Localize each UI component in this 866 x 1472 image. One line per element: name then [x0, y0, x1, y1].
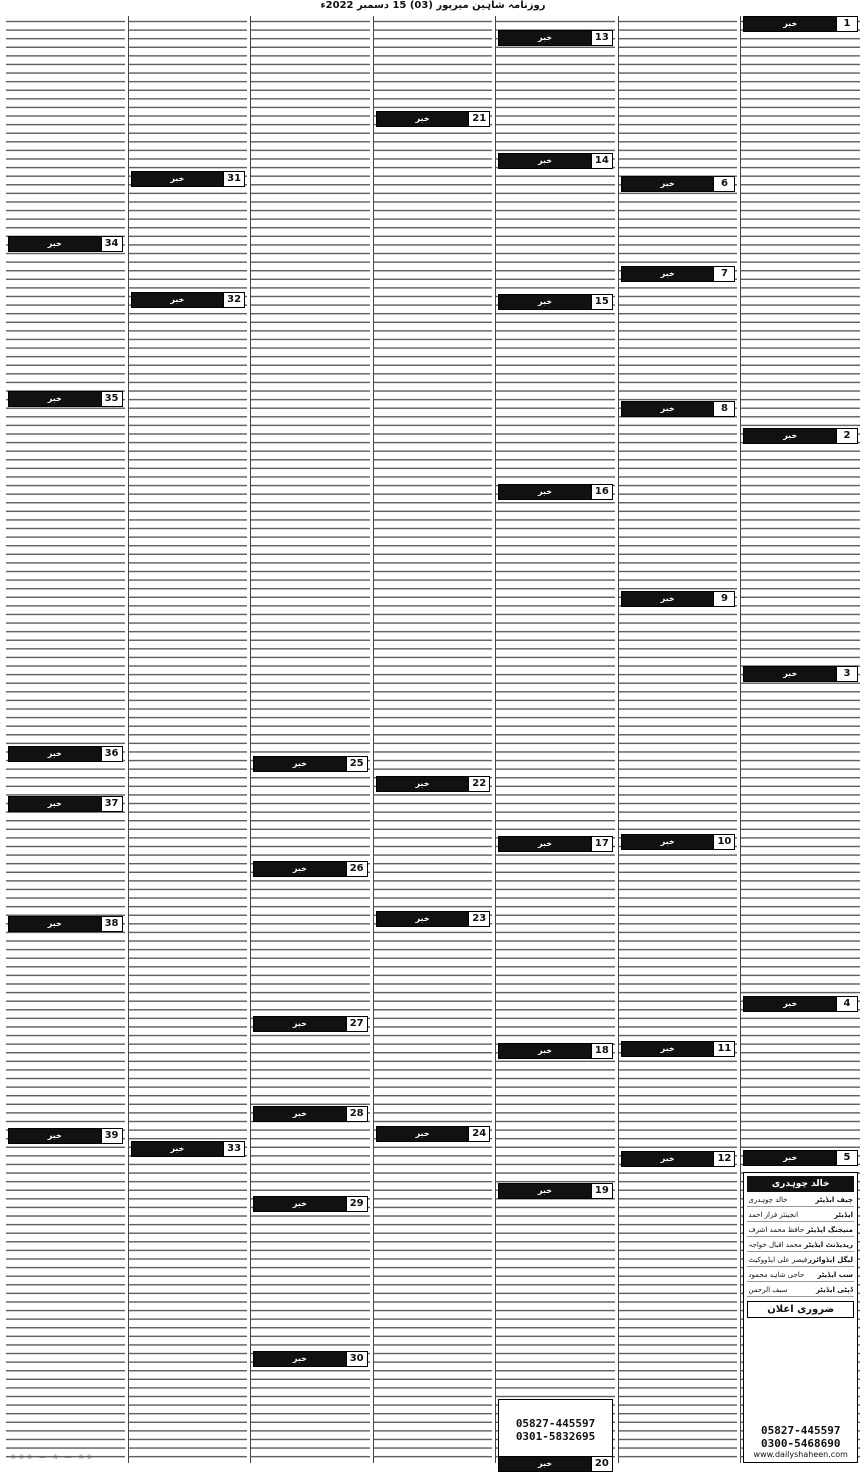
news-item-number: 22: [468, 777, 489, 791]
news-item-header: [253, 756, 368, 772]
news-item-number: 10: [713, 835, 734, 849]
news-item-header: [8, 916, 123, 932]
news-item-label: خبر: [622, 177, 714, 191]
news-item-header: [743, 996, 858, 1012]
news-item-label: خبر: [254, 757, 346, 771]
column-6: [128, 16, 248, 1463]
staff-row: [747, 1224, 854, 1237]
news-item-header: [498, 484, 613, 500]
column-5: [250, 16, 370, 1463]
news-item-number: 13: [591, 31, 612, 45]
news-item-number: 37: [101, 797, 122, 811]
news-item-label: خبر: [377, 912, 469, 926]
news-item-label: خبر: [499, 154, 591, 168]
column-3: [495, 16, 615, 1469]
news-item-label: خبر: [499, 1044, 591, 1058]
news-item-label: خبر: [622, 835, 714, 849]
news-item-number: 14: [591, 154, 612, 168]
news-item-header: [8, 236, 123, 252]
news-item-number: 29: [346, 1197, 367, 1211]
news-item-number: 7: [713, 267, 734, 281]
news-item-number: 19: [591, 1184, 612, 1198]
news-item-number: 24: [468, 1127, 489, 1141]
staff-name: قیصر علی ایڈووکیٹ: [748, 1256, 808, 1264]
news-item-label: خبر: [622, 402, 714, 416]
news-item-label: خبر: [622, 1042, 714, 1056]
news-item-header: [621, 591, 736, 607]
column-1: [740, 16, 860, 1463]
news-item-label: خبر: [744, 997, 836, 1011]
news-item-number: 26: [346, 862, 367, 876]
news-item-header: [253, 861, 368, 877]
news-item-number: 11: [713, 1042, 734, 1056]
news-item-label: خبر: [622, 592, 714, 606]
staff-name: سیف الرحمن: [748, 1286, 788, 1294]
column-2: [618, 16, 738, 1463]
news-item-header: [8, 1128, 123, 1144]
newspaper-columns: [6, 16, 860, 1469]
news-item-header: [253, 1196, 368, 1212]
contact-phone: 05827-445597: [515, 1417, 596, 1430]
news-item-number: 21: [468, 112, 489, 126]
news-item-label: خبر: [499, 1184, 591, 1198]
news-item-number: 25: [346, 757, 367, 771]
news-item-header: [376, 111, 491, 127]
news-item-header: [621, 401, 736, 417]
news-item-header: [621, 176, 736, 192]
staff-name: خالد چوہدری: [748, 1196, 788, 1204]
masthead-phones: [747, 1424, 854, 1459]
news-item-number: 34: [101, 237, 122, 251]
news-item-label: خبر: [9, 1129, 101, 1143]
news-item-header: [376, 1126, 491, 1142]
news-item-number: 6: [713, 177, 734, 191]
news-item-label: خبر: [9, 917, 101, 931]
news-item-number: 18: [591, 1044, 612, 1058]
news-item-label: خبر: [377, 112, 469, 126]
news-item-header: [8, 391, 123, 407]
news-item-number: 15: [591, 295, 612, 309]
news-item-header: [743, 666, 858, 682]
news-item-label: خبر: [9, 237, 101, 251]
news-item-header: [621, 1041, 736, 1057]
news-item-label: خبر: [132, 293, 224, 307]
news-item-number: 38: [101, 917, 122, 931]
news-item-label: خبر: [132, 172, 224, 186]
news-item-label: خبر: [254, 862, 346, 876]
news-item-label: خبر: [9, 392, 101, 406]
news-item-header: [253, 1106, 368, 1122]
news-item-number: 30: [346, 1352, 367, 1366]
news-item-number: 17: [591, 837, 612, 851]
news-item-header: [8, 746, 123, 762]
notice-heading: ضروری اعلان: [747, 1301, 854, 1318]
masthead: [743, 1172, 858, 1463]
news-item-header: [376, 911, 491, 927]
news-item-header: [498, 1456, 613, 1472]
news-item-label: خبر: [744, 1151, 836, 1165]
news-item-header: [131, 292, 246, 308]
staff-role: ایڈیٹر: [834, 1211, 853, 1219]
news-item-header: [498, 30, 613, 46]
contact-box: [498, 1399, 613, 1461]
dateline: روزنامہ شاہین میرپور (03) 15 دسمبر 2022ء: [320, 0, 546, 11]
news-item-header: [498, 294, 613, 310]
news-item-label: خبر: [9, 797, 101, 811]
news-item-header: [498, 1183, 613, 1199]
news-item-number: 8: [713, 402, 734, 416]
footer-stars: ☆☆☆ — ☆ — ☆☆: [9, 1453, 95, 1461]
news-item-label: خبر: [622, 267, 714, 281]
news-item-header: [131, 171, 246, 187]
phone-number: 0300-5468690: [760, 1437, 841, 1450]
news-item-header: [743, 16, 858, 32]
column-4: [373, 16, 493, 1463]
staff-role: ریذیڈنٹ ایڈیٹر: [804, 1241, 853, 1249]
news-item-number: 9: [713, 592, 734, 606]
column-7: [6, 16, 125, 1463]
staff-role: منیجنگ ایڈیٹر: [806, 1226, 853, 1234]
staff-role: سب ایڈیٹر: [817, 1271, 853, 1279]
news-item-number: 2: [836, 429, 857, 443]
news-item-number: 4: [836, 997, 857, 1011]
news-item-label: خبر: [499, 837, 591, 851]
news-item-number: 33: [223, 1142, 244, 1156]
staff-role: چیف ایڈیٹر: [815, 1196, 853, 1204]
news-item-number: 16: [591, 485, 612, 499]
news-item-number: 31: [223, 172, 244, 186]
staff-row: [747, 1269, 854, 1282]
staff-name: حاجی شاہد محمود: [748, 1271, 805, 1279]
phone-number: 05827-445597: [760, 1424, 841, 1437]
news-item-number: 35: [101, 392, 122, 406]
website-link[interactable]: www.dailyshaheen.com: [753, 1450, 848, 1459]
news-item-number: 36: [101, 747, 122, 761]
news-item-label: خبر: [254, 1197, 346, 1211]
staff-row: [747, 1254, 854, 1267]
news-item-number: 12: [713, 1152, 734, 1166]
news-item-number: 3: [836, 667, 857, 681]
staff-row: [747, 1284, 854, 1297]
news-item-number: 1: [836, 17, 857, 31]
news-item-number: 23: [468, 912, 489, 926]
news-item-label: خبر: [744, 17, 836, 31]
news-item-number: 20: [591, 1457, 612, 1471]
news-item-label: خبر: [254, 1352, 346, 1366]
staff-role: لیگل ایڈوائزر: [807, 1256, 853, 1264]
news-item-header: [131, 1141, 246, 1157]
news-item-label: خبر: [499, 295, 591, 309]
news-item-label: خبر: [744, 429, 836, 443]
staff-role: ڈپٹی ایڈیٹر: [815, 1286, 853, 1294]
news-item-label: خبر: [254, 1017, 346, 1031]
news-item-label: خبر: [744, 667, 836, 681]
news-item-header: [743, 428, 858, 444]
staff-name: انجینئر فراز احمد: [748, 1211, 799, 1219]
staff-name: محمد اقبال خواجہ: [748, 1241, 802, 1249]
news-item-header: [376, 776, 491, 792]
news-item-number: 39: [101, 1129, 122, 1143]
staff-row: [747, 1239, 854, 1252]
news-item-label: خبر: [499, 1457, 591, 1471]
news-item-header: [498, 1043, 613, 1059]
news-item-header: [498, 153, 613, 169]
news-item-label: خبر: [622, 1152, 714, 1166]
staff-row: [747, 1194, 854, 1207]
news-item-header: [743, 1150, 858, 1166]
contact-phone: 0301-5832695: [515, 1430, 596, 1443]
news-item-number: 32: [223, 293, 244, 307]
news-item-label: خبر: [499, 31, 591, 45]
news-item-label: خبر: [254, 1107, 346, 1121]
news-item-number: 27: [346, 1017, 367, 1031]
news-item-header: [621, 266, 736, 282]
news-item-number: 5: [836, 1151, 857, 1165]
news-item-label: خبر: [377, 1127, 469, 1141]
news-item-header: [8, 796, 123, 812]
news-item-label: خبر: [377, 777, 469, 791]
news-item-header: [621, 834, 736, 850]
staff-name: حافظ محمد اشرف: [748, 1226, 805, 1234]
news-item-label: خبر: [132, 1142, 224, 1156]
news-item-header: [253, 1016, 368, 1032]
staff-row: [747, 1209, 854, 1222]
news-item-header: [498, 836, 613, 852]
news-item-header: [253, 1351, 368, 1367]
news-item-label: خبر: [9, 747, 101, 761]
masthead-title: خالد چوہدری: [747, 1176, 854, 1192]
news-item-header: [621, 1151, 736, 1167]
news-item-number: 28: [346, 1107, 367, 1121]
news-item-label: خبر: [499, 485, 591, 499]
